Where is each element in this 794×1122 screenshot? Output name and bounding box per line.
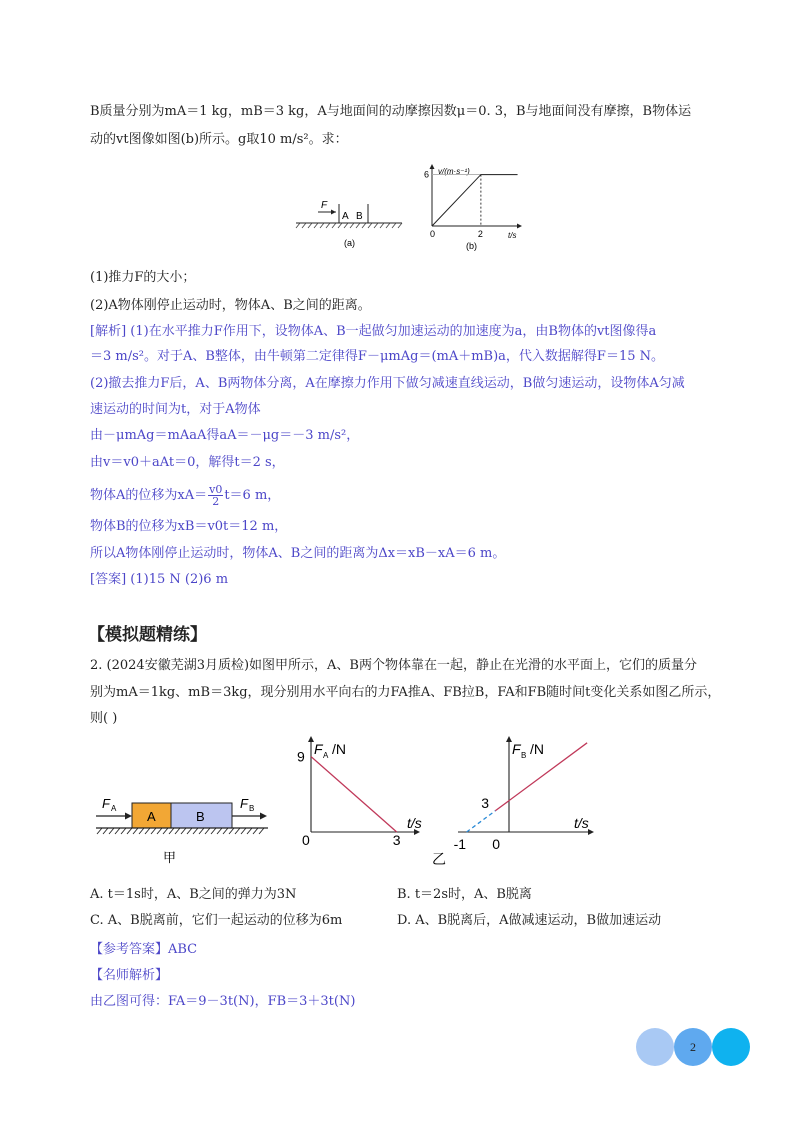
fb-x-tick-0: 0: [492, 836, 501, 852]
fig-b-x-tick-0: 0: [430, 229, 436, 239]
fig-jia-fb-sub: B: [249, 804, 255, 813]
fa-ylabel-unit: /N: [332, 741, 346, 757]
fb-ylabel-sub: B: [521, 751, 527, 760]
option-a[interactable]: A. t＝1s时，A、B之间的弹力为3N: [90, 887, 297, 902]
fb-ylabel-unit: /N: [530, 741, 544, 757]
teacher-analysis-label: 【名师解析】: [90, 968, 169, 983]
problem2-stem-line2: 别为mA＝1kg、mB＝3kg，现分别用水平向右的力FA推A、FB拉B，FA和FB随时间t变化关系如图乙所示，: [90, 685, 721, 700]
page-number: 2: [690, 1040, 696, 1054]
analysis-line7-post: t＝6 m，: [224, 488, 281, 503]
vt-series-line: [432, 175, 518, 226]
fa-series-line: [311, 757, 397, 832]
fig-b-y-tick: 6: [424, 169, 430, 180]
figure-jia: [92, 790, 272, 870]
fb-ylabel-f: F: [512, 741, 521, 757]
analysis-line2: ＝3 m/s²。对于A、B整体，由牛顿第二定律得F－μmAg＝(mA＋mB)a，代入数据解得F＝15 N。: [90, 349, 664, 364]
fa-x-tick-3: 3: [392, 832, 401, 848]
option-c[interactable]: C. A、B脱离前，它们一起运动的位移为6m: [90, 913, 343, 928]
fraction-numerator: v0: [209, 483, 223, 496]
fig-b-xlabel: t/s: [508, 231, 517, 240]
fig-b-x-tick-2: 2: [477, 229, 483, 239]
fig-jia-block-a: A: [147, 809, 156, 824]
analysis-line6: 由v＝v0＋aAt＝0，解得t＝2 s，: [90, 455, 285, 470]
analysis-line4: 速运动的时间为t，对于A物体: [90, 402, 261, 417]
problem1-intro-line1: B质量分别为mA＝1 kg，mB＝3 kg，A与地面间的动摩擦因数μ＝0. 3，B与地面间没有摩擦，B物体运: [90, 104, 692, 119]
fig-yi-caption: 乙: [432, 851, 446, 867]
problem1-question2: (2)A物体刚停止运动时，物体A、B之间的距离。: [90, 298, 371, 313]
problem2-stem-line1: 2. (2024安徽芜湖3月质检)如图甲所示，A、B两个物体靠在一起，静止在光滑的水平面上，它们的质量分: [90, 658, 697, 673]
fraction: [208, 484, 223, 507]
fig-b-caption: (b): [466, 241, 477, 251]
fig-jia-block-b: B: [196, 809, 205, 824]
fb-y-tick-3: 3: [481, 794, 490, 811]
solution-line1: 由乙图可得：FA＝9－3t(N)，FB＝3＋3t(N): [90, 994, 356, 1009]
fraction-denominator: 2: [212, 495, 220, 508]
problem2-stem-line3: 则( ): [90, 711, 118, 726]
fb-extrapolated-line: [467, 811, 496, 832]
reference-answer: 【参考答案】ABC: [90, 942, 198, 957]
analysis-line7: [90, 484, 280, 507]
answer-line: [答案] (1)15 N (2)6 m: [90, 572, 229, 587]
fb-t-chart: [430, 732, 600, 867]
page-number-badge: [636, 1028, 752, 1066]
figure-a: [292, 194, 404, 250]
analysis-line7-pre: 物体A的位移为xA＝: [90, 488, 208, 503]
badge-circle-left: [636, 1028, 674, 1066]
fa-t-chart: [294, 732, 424, 852]
fig-jia-fa-sub: A: [111, 804, 117, 813]
fa-ylabel-f: F: [314, 741, 323, 757]
fa-y-tick-9: 9: [297, 748, 305, 765]
fa-ylabel-sub: A: [323, 751, 329, 760]
fig-a-block-a: A: [342, 211, 349, 222]
option-b[interactable]: B. t＝2s时，A、B脱离: [397, 887, 532, 902]
analysis-line8: 物体B的位移为xB＝v0t＝12 m，: [90, 519, 288, 534]
fig-a-caption: (a): [344, 238, 355, 248]
fig-b-ylabel: v/(m·s⁻¹): [438, 167, 470, 176]
option-d[interactable]: D. A、B脱离后，A做减速运动，B做加速运动: [397, 913, 662, 928]
fa-xlabel: t/s: [407, 815, 422, 831]
problem1-intro-line2: 动的vt图像如图(b)所示。g取10 m/s²。求：: [90, 132, 348, 147]
section-heading: 【模拟题精练】: [88, 625, 207, 645]
fig-a-force-label: F: [321, 200, 328, 211]
analysis-line3: (2)撤去推力F后，A、B两物体分离，A在摩擦力作用下做匀减速直线运动，B做匀速运动，设物体A匀减: [90, 376, 685, 391]
analysis-line5: 由－μmAg＝mAaA得aA＝－μg＝－3 m/s²，: [90, 428, 360, 443]
fa-origin-label: 0: [302, 832, 310, 848]
analysis-line1: [解析] (1)在水平推力F作用下，设物体A、B一起做匀加速运动的加速度为a，由B物体的vt图像得a: [90, 324, 657, 339]
fig-jia-fb: F: [240, 796, 248, 811]
fb-xlabel: t/s: [574, 815, 589, 831]
fig-jia-caption: 甲: [163, 850, 177, 865]
fig-jia-fa: F: [102, 796, 110, 811]
analysis-line9: 所以A物体刚停止运动时，物体A、B之间的距离为Δx＝xB－xA＝6 m。: [90, 546, 506, 561]
figure-b-vt-chart: [418, 160, 530, 252]
problem1-question1: (1)推力F的大小；: [90, 270, 196, 285]
badge-circle-right: [712, 1028, 750, 1066]
fb-x-tick-minus1: -1: [453, 836, 467, 852]
fig-a-block-b: B: [356, 211, 363, 222]
